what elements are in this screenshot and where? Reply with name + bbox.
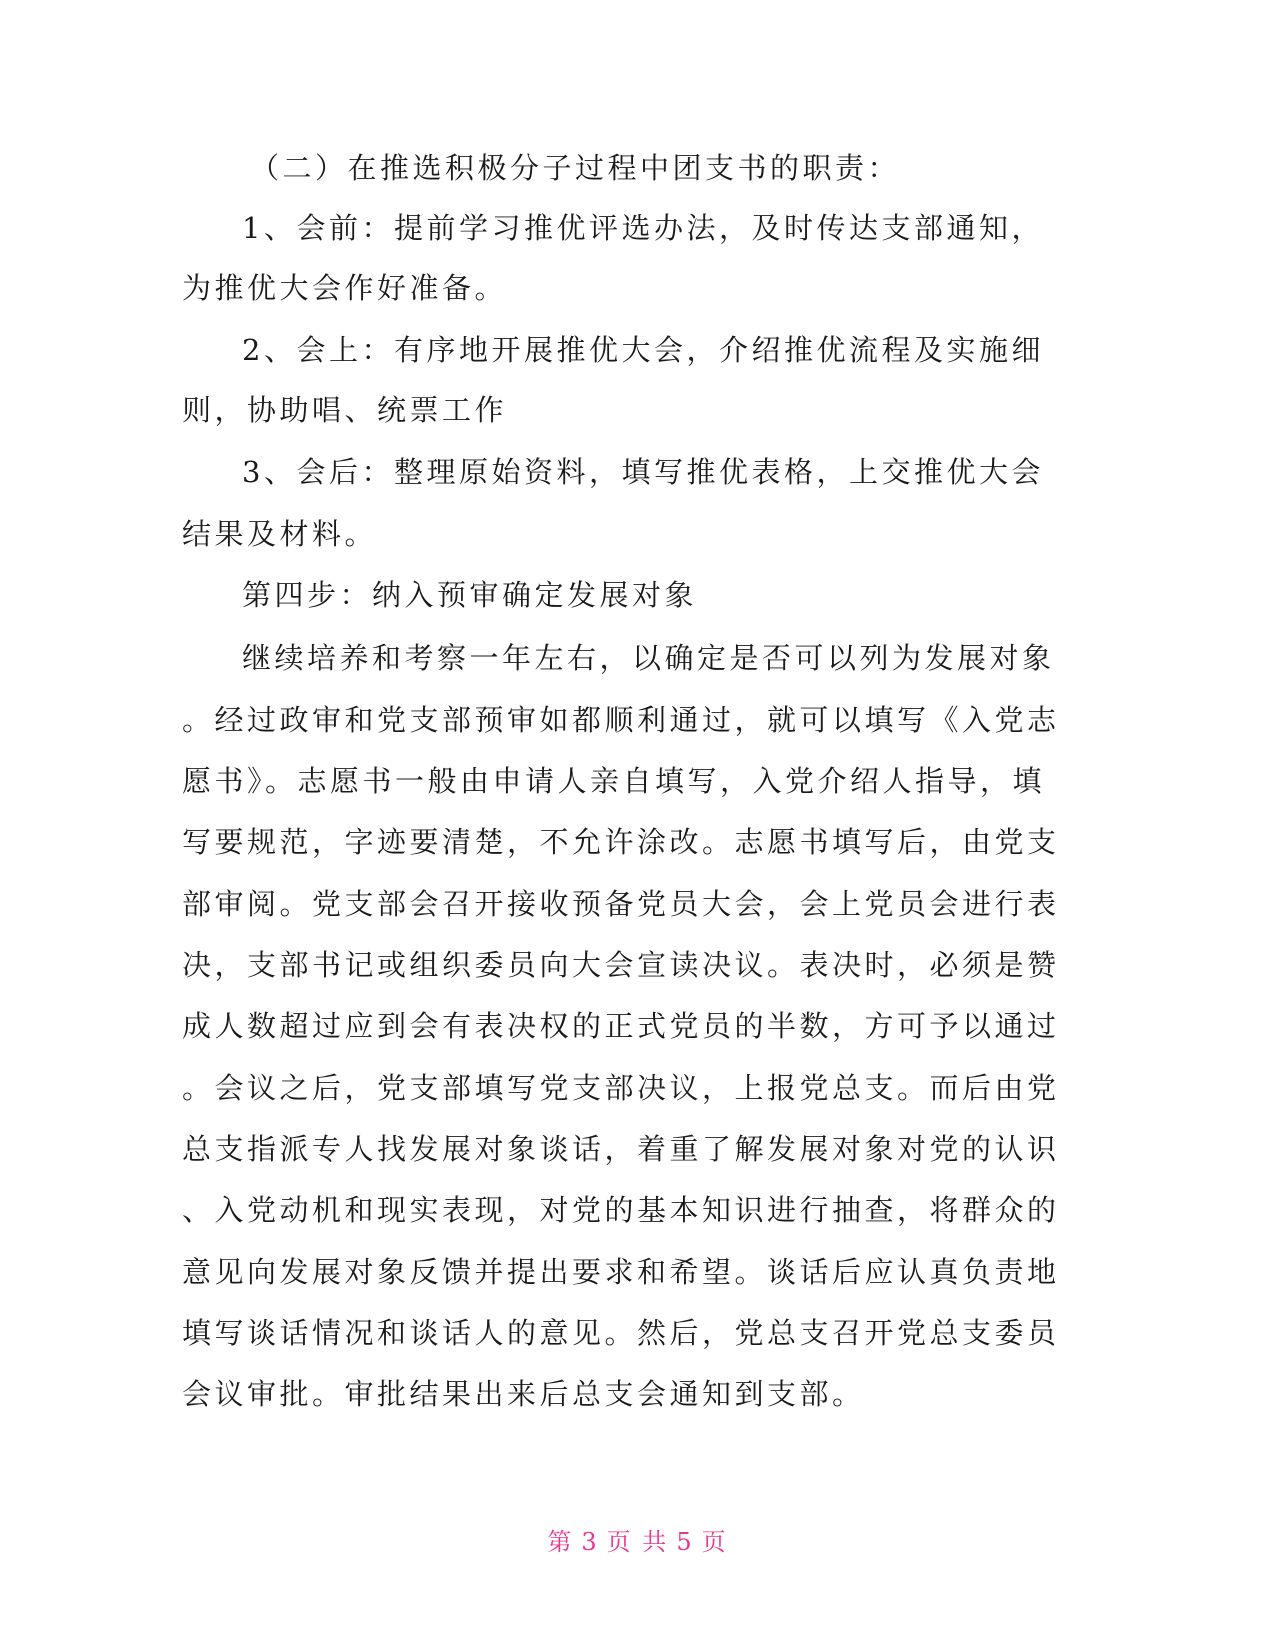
paragraph-line: 。会议之后，党支部填写党支部决议，上报党总支。而后由党 [182, 1071, 1060, 1105]
paragraph-line: 。经过政审和党支部预审如都顺利通过，就可以填写《入党志 [182, 703, 1060, 737]
paragraph-line: 决，支部书记或组织委员向大会宣读决议。表决时，必须是赞 [182, 948, 1060, 982]
paragraph-line: 成人数超过应到会有表决权的正式党员的半数，方可予以通过 [182, 1009, 1060, 1043]
paragraph-line: 、入党动机和现实表现，对党的基本知识进行抽查，将群众的 [182, 1193, 1060, 1227]
paragraph-line: 则，协助唱、统票工作 [182, 393, 508, 427]
paragraph-line: 2、会上：有序地开展推优大会，介绍推优流程及实施细 [242, 333, 1044, 367]
paragraph-line: 1、会前：提前学习推优评选办法，及时传达支部通知， [242, 211, 1044, 245]
paragraph-line: 结果及材料。 [182, 517, 378, 551]
current-page-number: 3 [581, 1528, 599, 1556]
paragraph-line: 部审阅。党支部会召开接收预备党员大会，会上党员会进行表 [182, 887, 1060, 921]
paragraph-line: 意见向发展对象反馈并提出要求和希望。谈话后应认真负责地 [182, 1255, 1060, 1289]
paragraph-line: 写要规范，字迹要清楚，不允许涂改。志愿书填写后，由党支 [182, 825, 1060, 859]
paragraph-line: 继续培养和考察一年左右，以确定是否可以列为发展对象 [242, 641, 1055, 675]
footer-prefix: 第 [547, 1528, 574, 1556]
footer-suffix: 页 [701, 1528, 728, 1556]
footer-middle: 页 共 [606, 1528, 669, 1556]
paragraph-line: 愿书》。志愿书一般由申请人亲自填写，入党介绍人指导，填 [182, 764, 1046, 798]
paragraph-line: 3、会后：整理原始资料，填写推优表格，上交推优大会 [242, 455, 1044, 489]
total-page-number: 5 [676, 1528, 694, 1556]
page-footer [0, 1522, 1275, 1557]
section-heading: （二）在推选积极分子过程中团支书的职责： [250, 151, 901, 185]
step-heading: 第四步：纳入预审确定发展对象 [242, 578, 698, 612]
paragraph-line: 填写谈话情况和谈话人的意见。然后，党总支召开党总支委员 [182, 1316, 1060, 1350]
paragraph-line: 会议审批。审批结果出来后总支会通知到支部。 [182, 1377, 865, 1411]
paragraph-line: 为推优大会作好准备。 [182, 271, 508, 305]
paragraph-line: 总支指派专人找发展对象谈话，着重了解发展对象对党的认识 [182, 1132, 1060, 1166]
